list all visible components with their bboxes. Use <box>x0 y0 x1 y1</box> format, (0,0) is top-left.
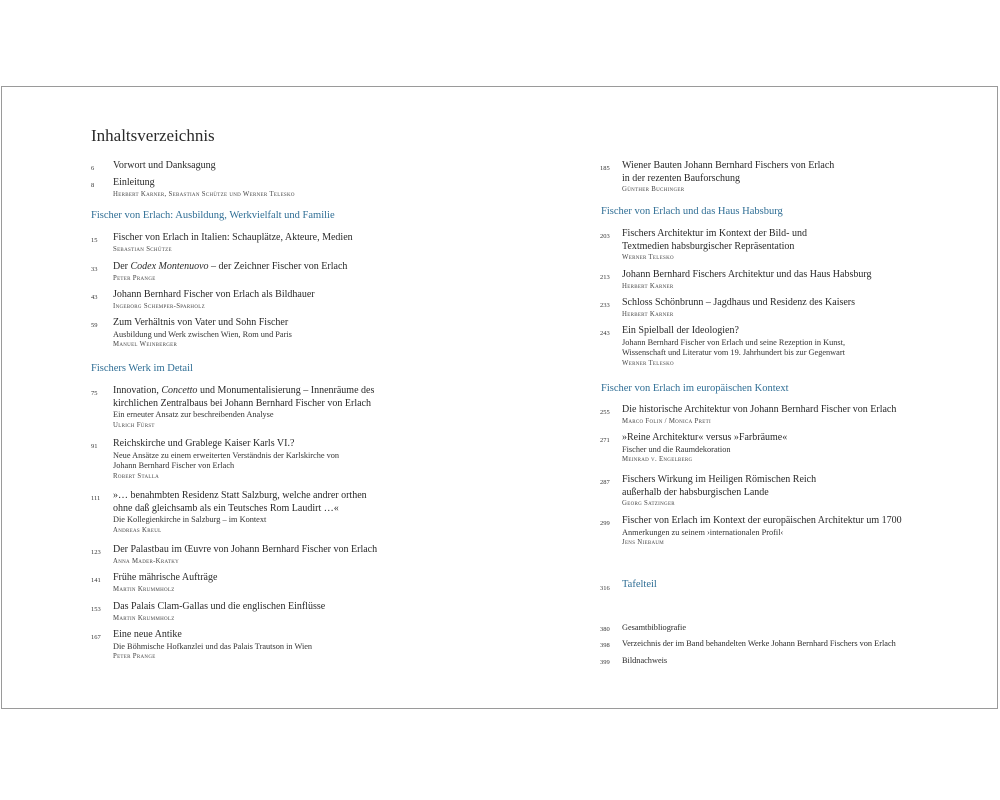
entry-title: Einleitung <box>113 177 155 188</box>
entry-author: Anna Mader-Kratky <box>113 557 180 565</box>
entry-author: Herbert Karner, Sebastian Schütze und Werner Telesko <box>113 190 295 198</box>
page-number: 123 <box>91 549 101 556</box>
toc-entry[interactable] <box>113 261 347 284</box>
page-number: 255 <box>600 409 610 416</box>
page-number: 271 <box>600 437 610 444</box>
page-number: 380 <box>600 626 610 633</box>
page-number: 15 <box>91 237 98 244</box>
toc-entry[interactable] <box>113 160 216 173</box>
entry-title: Fischers Wirkung im Heiligen Römischen Reich <box>622 474 817 485</box>
section-heading: Fischers Werk im Detail <box>91 363 193 374</box>
toc-entry[interactable] <box>113 177 295 200</box>
page-number: 399 <box>600 659 610 666</box>
toc-entry-tafelteil[interactable] <box>622 579 657 590</box>
toc-entry[interactable] <box>622 432 787 465</box>
page-number: 185 <box>600 165 610 172</box>
toc-entry[interactable] <box>113 232 353 255</box>
entry-title: Gesamtbibliografie <box>622 623 687 632</box>
entry-title-line: außerhalb der habsburgischen Lande <box>622 486 769 498</box>
page-number: 141 <box>91 577 101 584</box>
entry-title: »Reine Architektur« versus »Farbräume« <box>622 432 788 443</box>
toc-entry[interactable] <box>622 474 816 509</box>
entry-title: Die historische Architektur von Johann Bernhard Fischer von Erlach <box>622 404 897 415</box>
page-number: 153 <box>91 606 101 613</box>
page-title: Inhaltsverzeichnis <box>91 126 215 145</box>
toc-entry[interactable] <box>622 297 855 320</box>
page-number: 398 <box>600 642 610 649</box>
page-number: 243 <box>600 330 610 337</box>
toc-entry[interactable] <box>113 544 377 567</box>
entry-title: Johann Bernhard Fischers Architektur und das Haus Habsburg <box>622 269 872 280</box>
entry-author: Robert Stalla <box>113 472 159 480</box>
page-number: 299 <box>600 520 610 527</box>
entry-author: Sebastian Schütze <box>113 245 172 253</box>
entry-title: Reichskirche und Grablege Kaiser Karls VI.? <box>113 438 295 449</box>
entry-subtitle: Die Böhmische Hofkanzlei und das Palais Trautson in Wien <box>113 641 313 651</box>
toc-entry[interactable] <box>622 325 845 369</box>
entry-author: Werner Telesko <box>622 359 674 367</box>
entry-title-line: Textmedien habsburgischer Repräsentation <box>622 240 795 252</box>
page-number: 203 <box>600 233 610 240</box>
entry-title: Der Palastbau im Œuvre von Johann Bernhard Fischer von Erlach <box>113 544 378 555</box>
entry-author: Meinrad v. Engelberg <box>622 456 693 463</box>
entry-author: Werner Telesko <box>622 254 674 261</box>
toc-entry[interactable] <box>622 515 902 548</box>
section-heading: Fischer von Erlach: Ausbildung, Werkvielfalt und Familie <box>91 210 335 221</box>
entry-subtitle: Neue Ansätze zu einem erweiterten Verständnis der Karlskirche von <box>113 450 340 460</box>
entry-subtitle-line: Johann Bernhard Fischer von Erlach <box>113 461 235 470</box>
entry-subtitle: Die Kollegienkirche in Salzburg – im Kontext <box>113 515 267 524</box>
page-number: 43 <box>91 294 98 301</box>
entry-author: Marco Folin / Monica Preti <box>622 417 711 425</box>
entry-title: Fischers Architektur im Kontext der Bild- und <box>622 228 807 239</box>
toc-entry[interactable] <box>113 601 325 624</box>
entry-title: Frühe mährische Aufträge <box>113 572 218 583</box>
entry-author: Andreas Kreul <box>113 526 162 534</box>
entry-title: Wiener Bauten Johann Bernhard Fischers von Erlach <box>622 160 835 171</box>
page-number: 75 <box>91 390 98 397</box>
entry-subtitle: Fischer und die Raumdekoration <box>622 444 731 454</box>
entry-subtitle: Ausbildung und Werk zwischen Wien, Rom und Paris <box>113 329 292 339</box>
toc-entry[interactable] <box>622 269 872 292</box>
entry-title: Bildnachweis <box>622 656 668 665</box>
entry-author: Manuel Weinberger <box>113 341 178 348</box>
page-number: 8 <box>91 182 95 189</box>
toc-entry[interactable] <box>622 228 807 263</box>
entry-title: Fischer von Erlach in Italien: Schauplätze, Akteure, Medien <box>113 232 353 243</box>
entry-author: Peter Prange <box>113 274 156 282</box>
entry-title-line: in der rezenten Bauforschung <box>622 172 741 184</box>
entry-author: Peter Prange <box>113 653 156 660</box>
entry-author: Günther Buchinger <box>622 186 685 193</box>
page-number: 287 <box>600 479 610 486</box>
entry-author: Georg Satzinger <box>622 500 675 507</box>
page-number: 59 <box>91 322 98 329</box>
entry-title: Johann Bernhard Fischer von Erlach als Bildhauer <box>113 289 315 300</box>
entry-subtitle: Johann Bernhard Fischer von Erlach und seine Rezeption in Kunst, <box>622 337 846 347</box>
toc-entry[interactable] <box>622 622 686 634</box>
toc-entry[interactable] <box>622 638 896 650</box>
section-heading: Fischer von Erlach und das Haus Habsburg <box>601 206 783 217</box>
entry-title: Fischer von Erlach im Kontext der europäischen Architektur um 1700 <box>622 515 902 526</box>
entry-title: Das Palais Clam-Gallas und die englischen Einflüsse <box>113 601 326 612</box>
page-number: 213 <box>600 274 610 281</box>
toc-entry[interactable] <box>113 317 292 350</box>
entry-author: Jens Niebaum <box>622 539 665 546</box>
page-number: 6 <box>91 165 95 172</box>
entry-title: Vorwort und Danksagung <box>113 160 216 171</box>
page-number: 33 <box>91 266 98 273</box>
entry-author: Martin Krummholz <box>113 614 175 622</box>
entry-title-line: ohne daß gleichsamb als ein Teutsches Rom Laudirt …« <box>113 502 339 514</box>
section-heading: Fischer von Erlach im europäischen Kontext <box>601 383 789 394</box>
entry-title: Innovation, Concetto und Monumentalisierung – Innenräume des <box>113 385 375 396</box>
toc-entry[interactable] <box>113 572 217 595</box>
page-number: 233 <box>600 302 610 309</box>
entry-subtitle-line: Wissenschaft und Literatur vom 19. Jahrhundert bis zur Gegenwart <box>622 348 845 357</box>
entry-author: Herbert Karner <box>622 282 674 290</box>
entry-title: Tafelteil <box>622 579 657 590</box>
entry-author: Martin Krummholz <box>113 585 175 593</box>
entry-subtitle: Anmerkungen zu seinem ›internationalen Profil‹ <box>622 527 784 537</box>
toc-entry[interactable] <box>622 404 896 427</box>
toc-entry[interactable] <box>113 629 312 662</box>
entry-title: Schloss Schönbrunn – Jagdhaus und Residenz des Kaisers <box>622 297 856 308</box>
entry-title: »… benahmbten Residenz Statt Salzburg, welche andrer orthen <box>113 490 367 501</box>
toc-entry[interactable] <box>113 385 374 431</box>
entry-title: Verzeichnis der im Band behandelten Werke Johann Bernhard Fischers von Erlach <box>622 639 896 648</box>
entry-title-line: kirchlichen Zentralbaus bei Johann Bernhard Fischer von Erlach <box>113 397 371 409</box>
entry-subtitle: Ein erneuter Ansatz zur beschreibenden Analyse <box>113 410 274 419</box>
entry-author: Herbert Karner <box>622 310 674 318</box>
page-number: 111 <box>91 495 101 502</box>
toc-entry[interactable] <box>622 655 667 667</box>
page-number: 91 <box>91 443 98 450</box>
toc-entry[interactable] <box>622 160 834 195</box>
entry-title: Eine neue Antike <box>113 629 182 640</box>
entry-title: Zum Verhältnis von Vater und Sohn Fischer <box>113 317 289 328</box>
toc-entry[interactable] <box>113 490 367 536</box>
entry-title: Ein Spielball der Ideologien? <box>622 325 739 336</box>
entry-author: Ingeborg Schemper-Sparholz <box>113 302 205 310</box>
page-number: 316 <box>600 585 610 592</box>
toc-entry[interactable] <box>113 289 315 312</box>
entry-author: Ulrich Fürst <box>113 421 155 429</box>
page-number: 167 <box>91 634 101 641</box>
entry-title: Der Codex Montenuovo – der Zeichner Fischer von Erlach <box>113 261 348 272</box>
toc-entry[interactable] <box>113 438 339 482</box>
